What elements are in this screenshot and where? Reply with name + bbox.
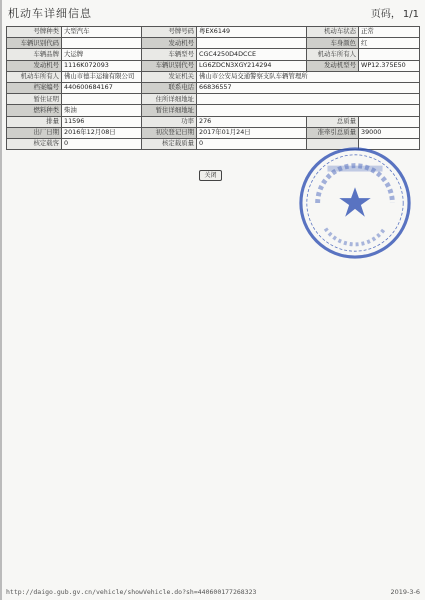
field-label: 号牌种类 <box>7 27 62 38</box>
field-value <box>197 94 420 105</box>
table-row <box>7 82 420 93</box>
field-value <box>62 94 142 105</box>
field-value: 佛山市公安局交通警察支队车辆管理所 <box>197 71 420 82</box>
field-value <box>62 38 142 49</box>
table-row <box>7 127 420 138</box>
field-value <box>197 38 307 49</box>
field-value: 大运牌 <box>62 49 142 60</box>
page-title: 机动车详细信息 <box>8 7 92 20</box>
field-label: 车辆型号 <box>142 49 197 60</box>
field-label: 车辆识别代号 <box>142 60 197 71</box>
field-label: 出厂日期 <box>7 127 62 138</box>
page-label: 页码， <box>370 9 401 20</box>
field-label: 号牌号码 <box>142 27 197 38</box>
field-value: 红 <box>359 38 420 49</box>
table-row <box>7 38 420 49</box>
vehicle-info-table <box>6 26 420 150</box>
field-value: 39000 <box>359 127 420 138</box>
field-label: 暂住证明 <box>7 94 62 105</box>
field-value: 大型汽车 <box>62 27 142 38</box>
close-button[interactable]: 关闭 <box>199 170 222 181</box>
field-value: WP12.375E50 <box>359 60 420 71</box>
official-seal-stamp <box>296 144 414 262</box>
field-value: LG6ZDCN3XGY214294 <box>197 60 307 71</box>
field-label: 发动机号 <box>7 60 62 71</box>
field-label: 机动车状态 <box>307 27 359 38</box>
field-value: 0 <box>62 138 142 149</box>
field-label: 准牵引总质量 <box>307 127 359 138</box>
field-label: 发动机号 <box>142 38 197 49</box>
table-row <box>7 116 420 127</box>
field-value <box>359 116 420 127</box>
field-label: 发证机关 <box>142 71 197 82</box>
field-value: 276 <box>197 116 307 127</box>
field-value: 2016年12月08日 <box>62 127 142 138</box>
field-label: 车身颜色 <box>307 38 359 49</box>
page-number <box>369 5 419 20</box>
table-row <box>7 60 420 71</box>
field-value: 440600684167 <box>62 82 142 93</box>
field-value: 正常 <box>359 27 420 38</box>
field-label: 车辆识别代码 <box>7 38 62 49</box>
field-value: 柴油 <box>62 105 142 116</box>
field-value: CGC4250D4DCCE <box>197 49 307 60</box>
table-row <box>7 71 420 82</box>
scan-artifact-line <box>0 0 2 600</box>
field-label: 暂住详细地址 <box>142 105 197 116</box>
field-value: 佛山市德丰运输有限公司 <box>62 71 142 82</box>
table-row <box>7 49 420 60</box>
field-value: 0 <box>197 138 307 149</box>
field-label: 核定载客 <box>7 138 62 149</box>
footer-date: 2019-3-6 <box>390 588 420 596</box>
footer-url: http://daigo.gub.gv.cn/vehicle/showVehicle.do?sh=440600177268323 <box>6 588 257 596</box>
field-label: 初次登记日期 <box>142 127 197 138</box>
field-label: 核定载质量 <box>142 138 197 149</box>
field-label: 联系电话 <box>142 82 197 93</box>
field-label: 排量 <box>7 116 62 127</box>
field-value: 1116K072093 <box>62 60 142 71</box>
field-label: 住所详细地址 <box>142 94 197 105</box>
field-value: 2017年01月24日 <box>197 127 307 138</box>
field-value: 粤EX6149 <box>197 27 307 38</box>
field-label: 发动机型号 <box>307 60 359 71</box>
field-label: 档案编号 <box>7 82 62 93</box>
table-row <box>7 94 420 105</box>
page-value: 1/1 <box>402 9 419 20</box>
field-label: 车辆品牌 <box>7 49 62 60</box>
field-value <box>197 105 420 116</box>
table-row <box>7 105 420 116</box>
field-label: 总质量 <box>307 116 359 127</box>
field-value: 66836557 <box>197 82 420 93</box>
field-label: 功率 <box>142 116 197 127</box>
seal-graphic <box>301 149 409 257</box>
table-row <box>7 27 420 38</box>
field-value <box>359 49 420 60</box>
field-label: 机动车所有人 <box>7 71 62 82</box>
field-label: 燃料种类 <box>7 105 62 116</box>
field-value: 11596 <box>62 116 142 127</box>
field-label: 机动车所有人 <box>307 49 359 60</box>
